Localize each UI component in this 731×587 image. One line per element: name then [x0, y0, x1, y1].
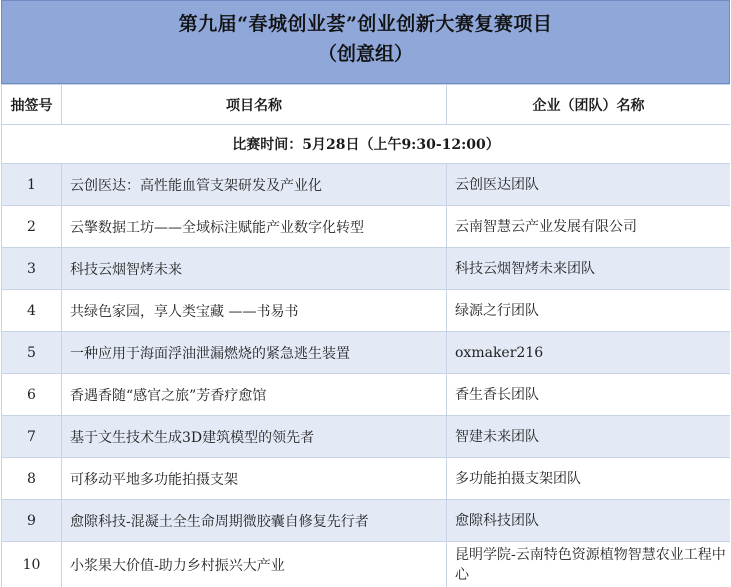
draw-number: 6: [2, 374, 62, 416]
header-draw-number: 抽签号: [2, 85, 62, 125]
project-name: 共绿色家园，享人类宝藏 ——书易书: [62, 290, 447, 332]
table-row: [2, 248, 731, 290]
project-name: 云创医达：高性能血管支架研发及产业化: [62, 164, 447, 206]
team-name: 科技云烟智烤未来团队: [447, 248, 731, 290]
table-row: [2, 458, 731, 500]
project-name: 科技云烟智烤未来: [62, 248, 447, 290]
draw-number: 9: [2, 500, 62, 542]
page-subtitle: （创意组）: [317, 43, 413, 65]
table-row: [2, 374, 731, 416]
project-name: 一种应用于海面浮油泄漏燃烧的紧急逃生装置: [62, 332, 447, 374]
project-name: 可移动平地多功能拍摄支架: [62, 458, 447, 500]
draw-number: 10: [2, 542, 62, 587]
project-name: 云擎数据工坊——全域标注赋能产业数字化转型: [62, 206, 447, 248]
table-row: [2, 332, 731, 374]
team-name: 昆明学院-云南特色资源植物智慧农业工程中心: [447, 542, 731, 587]
draw-number: 5: [2, 332, 62, 374]
table-row: [2, 164, 731, 206]
project-name: 小浆果大价值-助力乡村振兴大产业: [62, 542, 447, 587]
team-name: 愈隙科技团队: [447, 500, 731, 542]
session-row: [2, 125, 731, 164]
draw-number: 1: [2, 164, 62, 206]
table-row: [2, 206, 731, 248]
header-project-name: 项目名称: [62, 85, 447, 125]
draw-number: 4: [2, 290, 62, 332]
team-name: 绿源之行团队: [447, 290, 731, 332]
team-name: oxmaker216: [447, 332, 731, 374]
team-name: 多功能拍摄支架团队: [447, 458, 731, 500]
draw-number: 3: [2, 248, 62, 290]
project-name: 愈隙科技-混凝土全生命周期微胶囊自修复先行者: [62, 500, 447, 542]
draw-number: 7: [2, 416, 62, 458]
project-table: [1, 84, 730, 587]
table-row: [2, 290, 731, 332]
team-name: 香生香长团队: [447, 374, 731, 416]
team-name: 云南智慧云产业发展有限公司: [447, 206, 731, 248]
table-row: [2, 542, 731, 587]
table-row: [2, 500, 731, 542]
header-team-name: 企业（团队）名称: [447, 85, 731, 125]
draw-number: 8: [2, 458, 62, 500]
team-name: 智建未来团队: [447, 416, 731, 458]
page-title: 第九届“春城创业荟”创业创新大赛复赛项目: [178, 13, 553, 35]
document-sheet: [1, 0, 730, 587]
team-name: 云创医达团队: [447, 164, 731, 206]
project-name: 基于文生技术生成3D建筑模型的领先者: [62, 416, 447, 458]
header-row: [2, 85, 731, 125]
project-name: 香遇香随“感官之旅”芳香疗愈馆: [62, 374, 447, 416]
title-block: [1, 0, 730, 84]
draw-number: 2: [2, 206, 62, 248]
session-time: 比赛时间：5月28日（上午9:30-12:00）: [2, 125, 731, 164]
table-row: [2, 416, 731, 458]
